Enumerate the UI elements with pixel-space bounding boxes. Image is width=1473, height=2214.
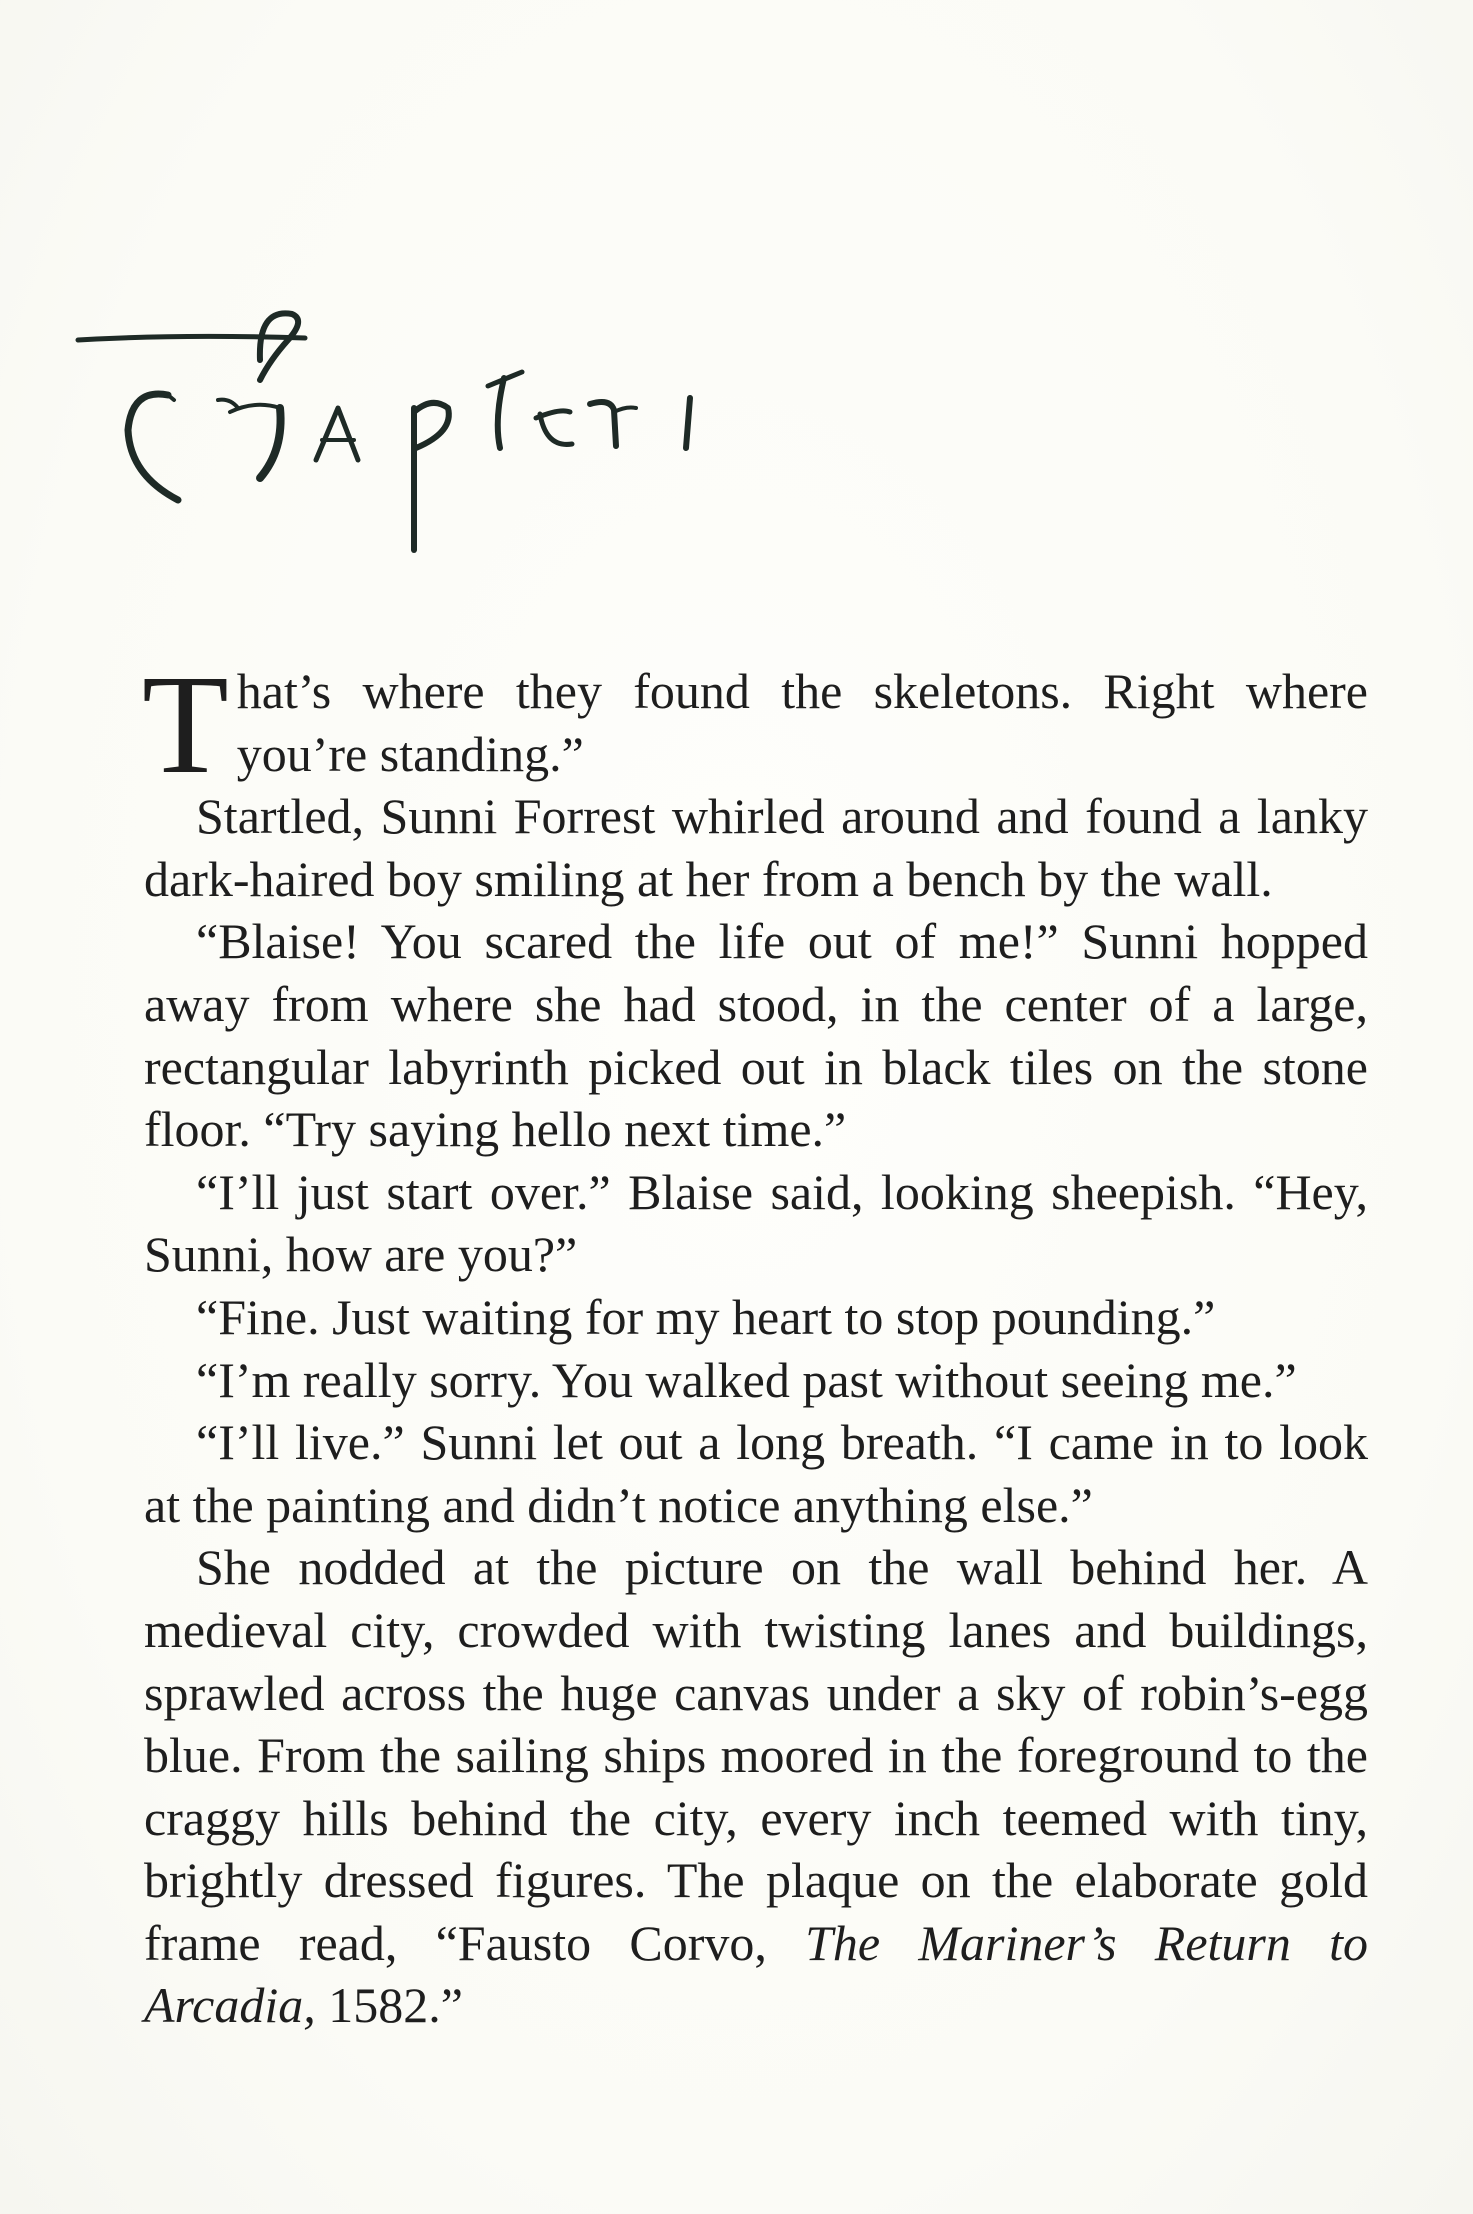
paragraph-text-end: 1582.” [315, 1977, 463, 2034]
paragraph-text: hat’s where they found the skeletons. Right where you’re standing.” [236, 663, 1368, 782]
drop-cap: T [142, 645, 229, 803]
chapter-heading [70, 300, 770, 570]
paragraph-text: She nodded at the picture on the wall behind her. A medieval city, crowded with twisting lanes and buildings, sprawled across the huge canvas under a sky of robin’s-egg blue. From the sailing ships moored in the foreground to the craggy hills behind the city, every inch teemed with tiny, brightly dressed figures. The plaque on the elaborate gold frame read, “Fausto Corvo, [144, 1539, 1368, 1971]
painting-title: The Mariner’s Return to Arcadia, [144, 1914, 1368, 2034]
paragraph: “Fine. Just waiting for my heart to stop pounding.” [196, 1288, 1216, 1345]
paragraph: “I’ll live.” Sunni let out a long breath. “I came in to look at the painting and didn’t notice anything else.” [144, 1414, 1368, 1533]
paragraph: “I’m really sorry. You walked past without seeing me.” [196, 1351, 1297, 1408]
paragraph [142, 645, 1368, 803]
paragraph [144, 1536, 1368, 2037]
paragraph: “I’ll just start over.” Blaise said, looking sheepish. “Hey, Sunni, how are you?” [144, 1163, 1368, 1283]
chapter-title-calligraphy [70, 300, 770, 570]
paragraph: “Blaise! You scared the life out of me!” Sunni hopped away from where she had stood, in the center of a large, rectangular labyrinth picked out in black tiles on the stone floor. “Try saying hello next time.” [144, 913, 1368, 1158]
paragraph: Startled, Sunni Forrest whirled around and found a lanky dark-haired boy smiling at her from a bench by the wall. [144, 788, 1368, 907]
chapter-body [142, 645, 1368, 2037]
